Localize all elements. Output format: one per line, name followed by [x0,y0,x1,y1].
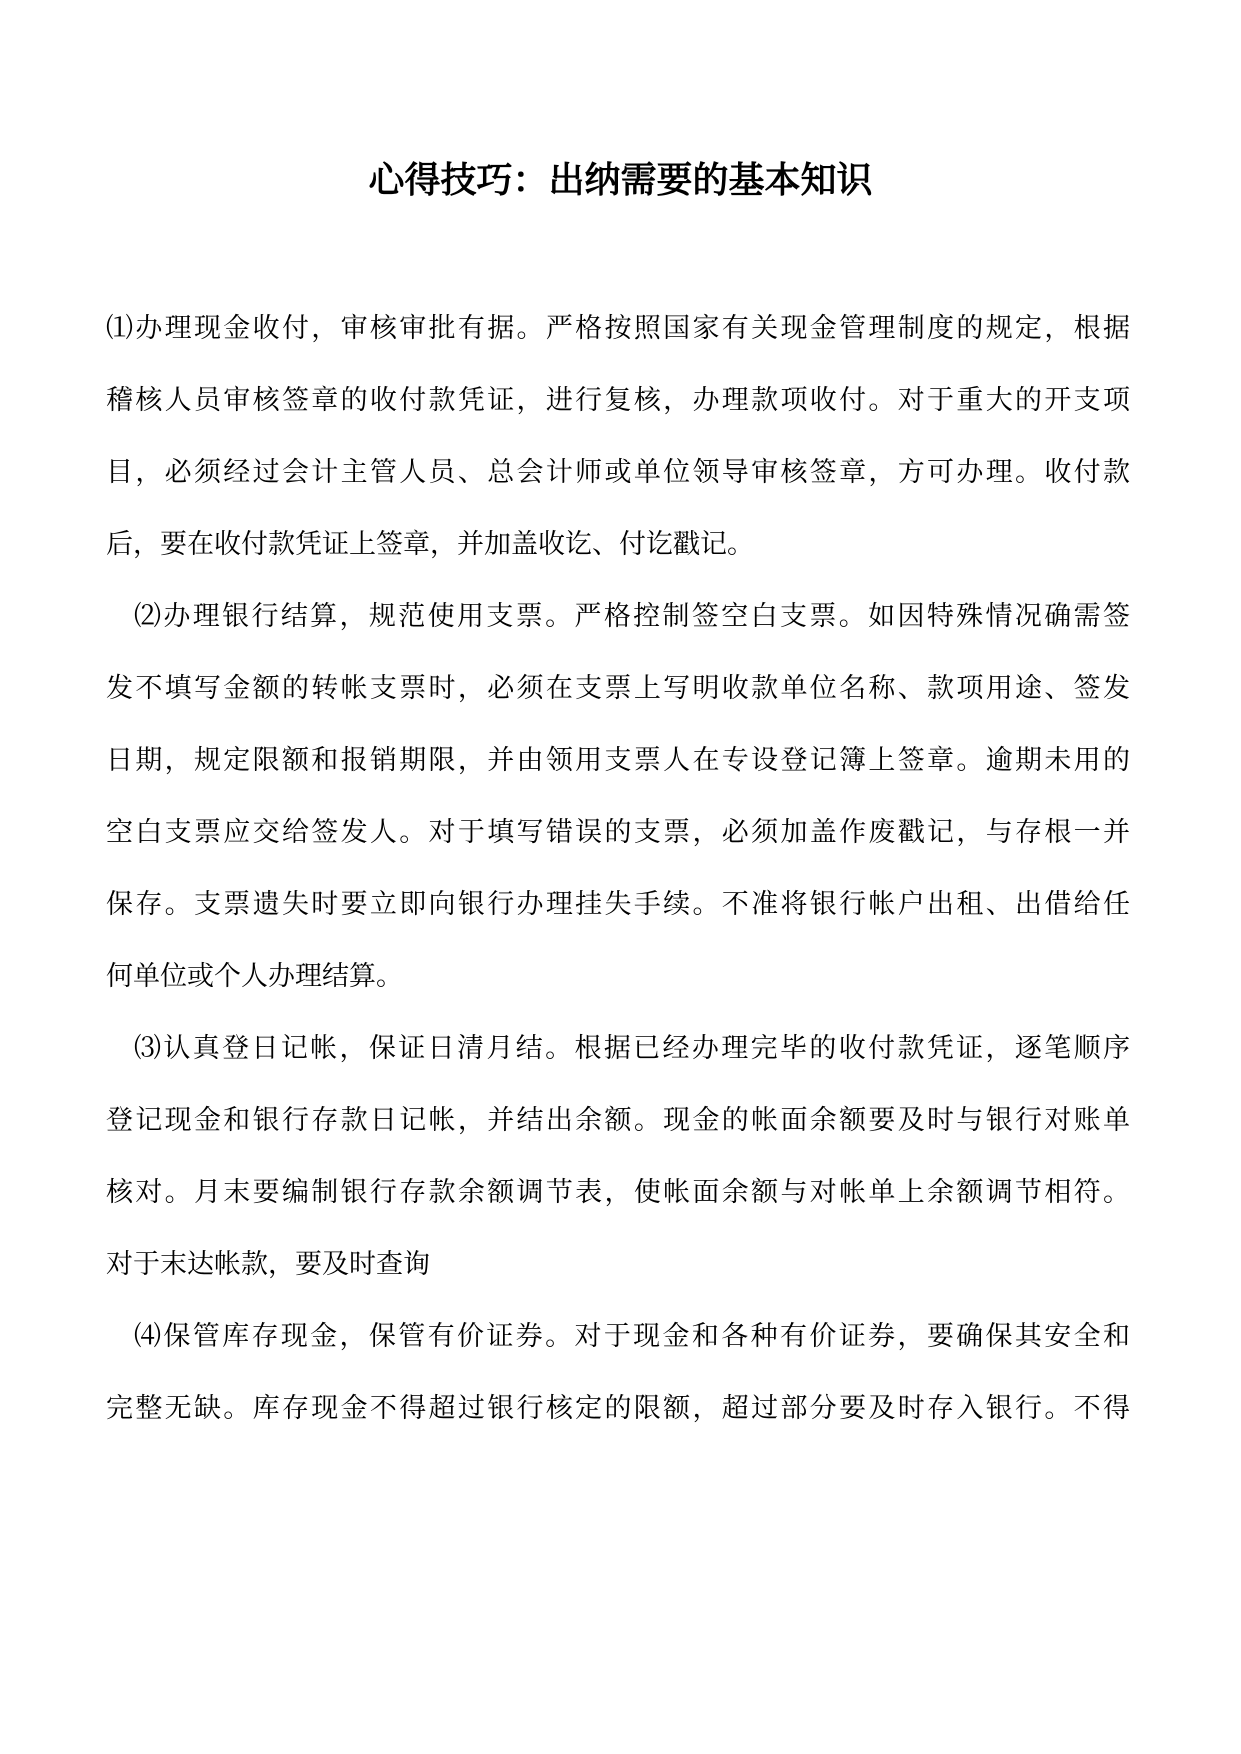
paragraph-4-line-1: ⑷保管库存现金，保管有价证券。对于现金和各种有价证券，要确保其安全和 [134,1321,1130,1352]
paragraph-3-line-4: 对于末达帐款，要及时查询 [106,1249,430,1280]
paragraph-3-line-3: 核对。月末要编制银行存款余额调节表，使帐面余额与对帐单上余额调节相符。 [106,1177,1130,1208]
paragraph-4-line-2: 完整无缺。库存现金不得超过银行核定的限额，超过部分要及时存入银行。不得 [106,1393,1130,1424]
paragraph-2-line-4: 空白支票应交给签发人。对于填写错误的支票，必须加盖作废戳记，与存根一并 [106,817,1130,848]
paragraph-2-line-3: 日期，规定限额和报销期限，并由领用支票人在专设登记簿上签章。逾期未用的 [106,745,1130,776]
paragraph-2-line-5: 保存。支票遗失时要立即向银行办理挂失手续。不准将银行帐户出租、出借给任 [106,889,1130,920]
paragraph-3-line-2: 登记现金和银行存款日记帐，并结出余额。现金的帐面余额要及时与银行对账单 [106,1105,1130,1136]
paragraph-2-line-1: ⑵办理银行结算，规范使用支票。严格控制签空白支票。如因特殊情况确需签 [134,601,1130,632]
paragraph-1-line-1: ⑴办理现金收付，审核审批有据。严格按照国家有关现金管理制度的规定，根据 [106,313,1130,344]
paragraph-1-line-2: 稽核人员审核签章的收付款凭证，进行复核，办理款项收付。对于重大的开支项 [106,385,1130,416]
paragraph-1-line-3: 目，必须经过会计主管人员、总会计师或单位领导审核签章，方可办理。收付款 [106,457,1130,488]
paragraph-3-line-1: ⑶认真登日记帐，保证日清月结。根据已经办理完毕的收付款凭证，逐笔顺序 [134,1033,1130,1064]
document-title: 心得技巧：出纳需要的基本知识 [368,159,873,201]
paragraph-2-line-6: 何单位或个人办理结算。 [106,961,403,992]
paragraph-1-line-4: 后，要在收付款凭证上签章，并加盖收讫、付讫戳记。 [106,529,754,560]
paragraph-2-line-2: 发不填写金额的转帐支票时，必须在支票上写明收款单位名称、款项用途、签发 [106,673,1130,704]
